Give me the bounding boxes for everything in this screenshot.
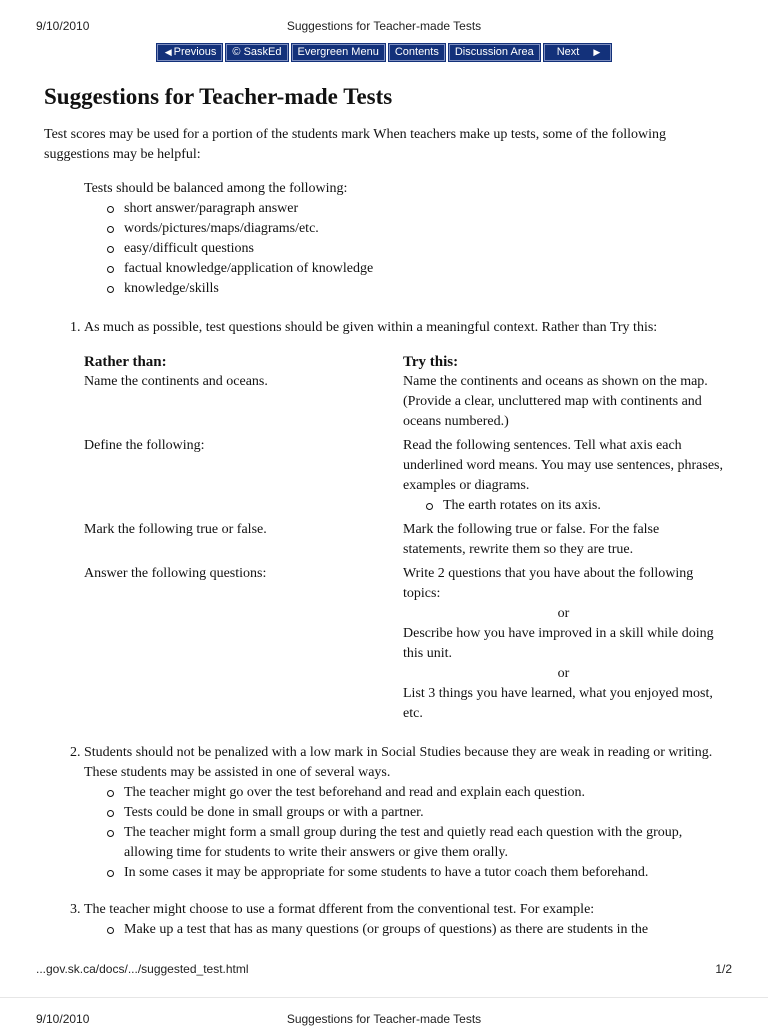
rather-cell: Define the following:: [84, 438, 205, 453]
list-item: easy/difficult questions: [124, 239, 734, 259]
page-number: 1/2: [715, 962, 732, 976]
col-header-try: Try this:: [403, 354, 459, 370]
table-row: [84, 432, 724, 516]
col-header-rather: Rather than:: [84, 354, 167, 370]
page-divider: [0, 997, 768, 998]
try-text: Write 2 questions that you have about the following topics:: [403, 566, 694, 601]
try-cell: Name the continents and oceans as shown on the map. (Provide a clear, uncluttered map with continents and oceans numbered.): [403, 374, 708, 429]
document-body: [44, 80, 734, 940]
list-item: Make up a test that has as many questions (or groups of questions) as there are students in the: [124, 920, 734, 940]
nav-bar: [0, 44, 768, 60]
print-title: Suggestions for Teacher-made Tests: [286, 1012, 482, 1026]
list-item: The teacher might go over the test beforehand and read and explain each question.: [124, 783, 734, 803]
suggestion-1: [84, 318, 734, 724]
list-item: The earth rotates on its axis.: [443, 496, 724, 516]
balanced-block: [84, 179, 734, 299]
print-footer: [0, 962, 768, 978]
try-cell: [403, 432, 724, 516]
or-separator: or: [557, 606, 570, 621]
try-bullet-list: [403, 496, 724, 516]
list-item: words/pictures/maps/diagrams/etc.: [124, 219, 734, 239]
table-row: [84, 372, 724, 432]
previous-label: Previous: [173, 46, 217, 58]
print-date: 9/10/2010: [36, 1012, 90, 1026]
suggestion-2-bullets: [84, 783, 734, 883]
evergreen-menu-button[interactable]: Evergreen Menu: [292, 44, 385, 61]
rather-cell: Name the continents and oceans.: [84, 374, 268, 389]
page-title: Suggestions for Teacher-made Tests: [44, 84, 393, 109]
rather-cell: Answer the following questions:: [84, 566, 267, 581]
previous-button[interactable]: [157, 44, 223, 61]
list-item: Tests could be done in small groups or with a partner.: [124, 803, 734, 823]
suggestion-1-text: As much as possible, test questions should be given within a meaningful context. Rather than Try this:: [84, 320, 658, 335]
suggestion-3-text: The teacher might choose to use a format dfferent from the conventional test. For example:: [84, 902, 595, 917]
try-text: List 3 things you have learned, what you enjoyed most, etc.: [403, 686, 713, 721]
try-text: Read the following sentences. Tell what axis each underlined word means. You may use sentences, phrases, examples or diagrams.: [403, 438, 723, 493]
intro-paragraph: Test scores may be used for a portion of the students mark When teachers make up tests, some of the following suggestions may be helpful:: [44, 127, 666, 162]
sasked-button[interactable]: © SaskEd: [226, 44, 287, 61]
suggestion-3-bullets: [84, 920, 734, 940]
balanced-intro: Tests should be balanced among the following:: [84, 181, 348, 196]
list-item: The teacher might form a small group during the test and quietly read each question with the group, allowing time for students to write their answers or give them orally.: [124, 823, 734, 863]
try-cell: [403, 560, 724, 724]
page-url: ...gov.sk.ca/docs/.../suggested_test.html: [36, 962, 249, 976]
right-arrow-icon: ▶: [593, 47, 601, 57]
balanced-list: [84, 199, 734, 299]
try-cell: Mark the following true or false. For the false statements, rewrite them so they are true.: [403, 522, 660, 557]
next-label: Next: [556, 46, 580, 58]
suggestion-3: [84, 900, 734, 940]
comparison-table: [84, 350, 724, 724]
table-header-row: [84, 350, 724, 372]
contents-button[interactable]: Contents: [389, 44, 445, 61]
left-arrow-icon: ◀: [164, 47, 172, 57]
suggestion-2: [84, 743, 734, 883]
discussion-area-button[interactable]: Discussion Area: [449, 44, 540, 61]
rather-cell: Mark the following true or false.: [84, 522, 267, 537]
suggestion-2-text: Students should not be penalized with a low mark in Social Studies because they are weak in reading or writing. These students may be assisted in one of several ways.: [84, 745, 713, 780]
next-button[interactable]: [544, 44, 612, 61]
list-item: short answer/paragraph answer: [124, 199, 734, 219]
try-text: Describe how you have improved in a skill while doing this unit.: [403, 626, 714, 661]
suggestions-list: [44, 318, 734, 940]
table-row: [84, 516, 724, 560]
list-item: knowledge/skills: [124, 279, 734, 299]
print-title: Suggestions for Teacher-made Tests: [286, 19, 482, 33]
or-separator: or: [557, 666, 570, 681]
print-header-page-2: [0, 1012, 768, 1028]
list-item: factual knowledge/application of knowledge: [124, 259, 734, 279]
print-header: [0, 19, 768, 35]
list-item: In some cases it may be appropriate for some students to have a tutor coach them beforehand.: [124, 863, 734, 883]
print-date: 9/10/2010: [36, 19, 90, 33]
table-row: [84, 560, 724, 724]
